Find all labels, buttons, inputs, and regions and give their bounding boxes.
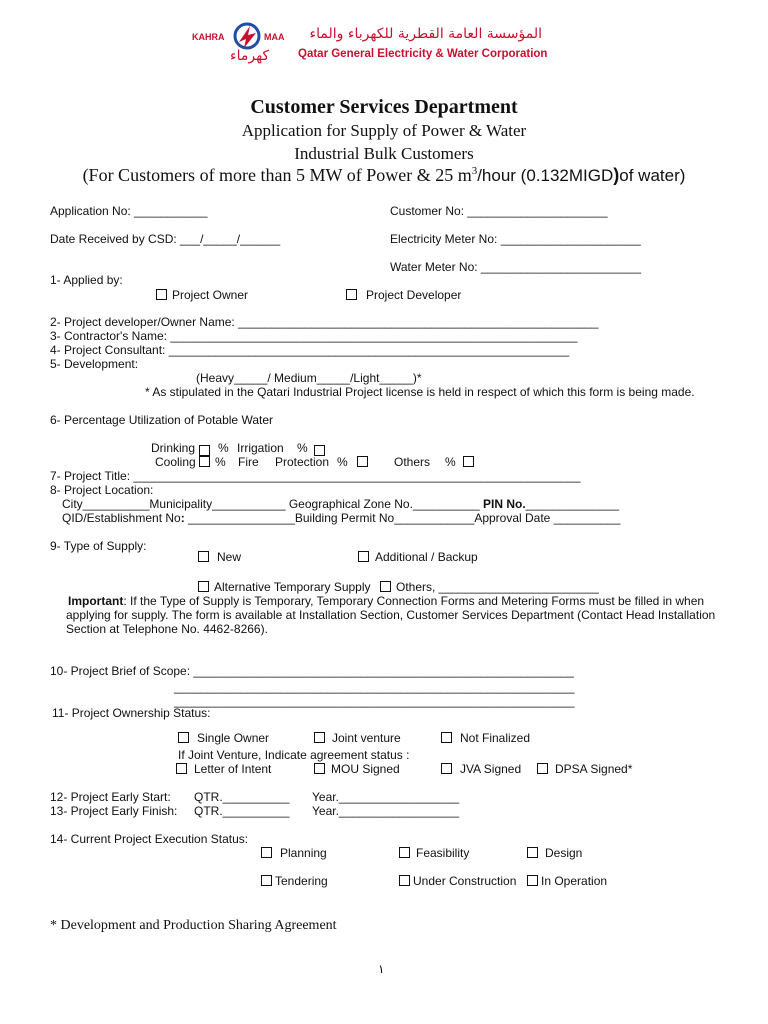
- checkbox[interactable]: [380, 581, 391, 592]
- potable-water-label: 6- Percentage Utilization of Potable Water: [50, 413, 274, 427]
- important-note-line-1: Important: If the Type of Supply is Temporary, Temporary Connection Forms and Metering Forms must be filled in when: [68, 594, 705, 608]
- fire-percent: %: [337, 455, 348, 469]
- checkbox[interactable]: [527, 847, 538, 858]
- checkbox[interactable]: [537, 763, 548, 774]
- checkbox[interactable]: [399, 875, 410, 886]
- kahramaa-logo: [192, 20, 302, 70]
- checkbox[interactable]: [178, 732, 189, 743]
- project-location-label: 8- Project Location:: [50, 483, 154, 497]
- cooling-checkbox[interactable]: [199, 456, 210, 467]
- option-alternative-temporary[interactable]: Alternative Temporary Supply: [198, 580, 371, 594]
- important-note-line-2: applying for supply. The form is available at Installation Section, Customer Services Department (Contact Head Installation: [66, 608, 716, 622]
- option-in-operation[interactable]: In Operation: [527, 874, 607, 888]
- option-mou-signed[interactable]: MOU Signed: [314, 762, 400, 776]
- checkbox[interactable]: [261, 875, 272, 886]
- checkbox[interactable]: [358, 551, 369, 562]
- checkbox[interactable]: [527, 875, 538, 886]
- project-title-field[interactable]: 7- Project Title: ___________________________________________________________________: [50, 469, 581, 483]
- checkbox[interactable]: [261, 847, 272, 858]
- cooling-percent: %: [215, 455, 226, 469]
- others-label: Others: [394, 455, 431, 469]
- project-scope-line-2[interactable]: ____________________________________________________________: [174, 680, 575, 694]
- contractor-name-field[interactable]: 3- Contractor's Name: _____________________________________________________________: [50, 329, 578, 343]
- early-start-label: 12- Project Early Start:: [50, 790, 171, 804]
- department-title: Customer Services Department: [250, 96, 518, 118]
- date-received-field[interactable]: Date Received by CSD: ___/_____/______: [50, 232, 281, 246]
- electricity-meter-field[interactable]: Electricity Meter No: _____________________: [390, 232, 641, 246]
- checkbox[interactable]: [314, 732, 325, 743]
- org-english-name: Qatar General Electricity & Water Corporation: [298, 48, 548, 60]
- checkbox[interactable]: [314, 763, 325, 774]
- option-tendering[interactable]: Tendering: [261, 874, 328, 888]
- fire-label: Fire: [238, 455, 259, 469]
- location-line-2[interactable]: QID/Establishment No: ________________Building Permit No____________Approval Date __________: [62, 511, 621, 525]
- option-new[interactable]: New: [198, 550, 241, 564]
- development-label: 5- Development:: [50, 357, 139, 371]
- checkbox[interactable]: [176, 763, 187, 774]
- development-note: * As stipulated in the Qatari Industrial Project license is held in respect of which this form is being made.: [145, 385, 695, 399]
- logo-arabic-text: كهرماء: [230, 48, 270, 64]
- option-single-owner[interactable]: Single Owner: [178, 731, 269, 745]
- option-feasibility[interactable]: Feasibility: [399, 846, 469, 860]
- development-choices-field[interactable]: (Heavy_____/ Medium_____/Light_____)*: [196, 371, 422, 385]
- drinking-label: Drinking: [151, 441, 196, 455]
- execution-status-label: 14- Current Project Execution Status:: [50, 832, 249, 846]
- option-others[interactable]: Others, ________________________: [380, 580, 599, 594]
- early-finish-quarter-field[interactable]: QTR.__________: [194, 804, 290, 818]
- irrigation-label: Irrigation: [237, 441, 284, 455]
- project-consultant-field[interactable]: 4- Project Consultant: ____________________________________________________________: [50, 343, 570, 357]
- option-project-owner[interactable]: Project Owner: [156, 288, 248, 302]
- water-meter-field[interactable]: Water Meter No: ________________________: [390, 260, 642, 274]
- important-note-line-3: Section at Telephone No. 4462-8266).: [66, 622, 268, 636]
- option-design[interactable]: Design: [527, 846, 582, 860]
- option-planning[interactable]: Planning: [261, 846, 327, 860]
- drinking-percent: %: [218, 441, 229, 455]
- drinking-checkbox[interactable]: [199, 445, 210, 456]
- application-no-field[interactable]: Application No: ___________: [50, 204, 208, 218]
- checkbox[interactable]: [346, 289, 357, 300]
- ownership-status-label: 11- Project Ownership Status:: [52, 706, 211, 720]
- irrigation-percent: %: [297, 441, 308, 455]
- applied-by-label: 1- Applied by:: [50, 273, 123, 287]
- logo-text-kahra: KAHRA: [192, 32, 225, 42]
- developer-owner-name-field[interactable]: 2- Project developer/Owner Name: ______________________________________________________: [50, 315, 599, 329]
- option-additional-backup[interactable]: Additional / Backup: [358, 550, 478, 564]
- joint-venture-note: If Joint Venture, Indicate agreement status :: [178, 748, 410, 762]
- option-not-finalized[interactable]: Not Finalized: [441, 731, 530, 745]
- option-jva-signed[interactable]: JVA Signed: [441, 762, 521, 776]
- option-joint-venture[interactable]: Joint venture: [314, 731, 401, 745]
- others-checkbox[interactable]: [463, 456, 474, 467]
- checkbox[interactable]: [198, 581, 209, 592]
- protection-label: Protection: [275, 455, 330, 469]
- project-scope-field[interactable]: 10- Project Brief of Scope: _________________________________________________________: [50, 664, 574, 678]
- page-number: ١: [378, 962, 385, 976]
- option-dpsa-signed[interactable]: DPSA Signed*: [537, 762, 632, 776]
- early-start-year-field[interactable]: Year.__________________: [312, 790, 460, 804]
- location-line-1[interactable]: City__________Municipality___________ Geographical Zone No.__________ PIN No.______________: [62, 497, 620, 511]
- early-finish-label: 13- Project Early Finish:: [50, 804, 178, 818]
- fire-protection-checkbox[interactable]: [357, 456, 368, 467]
- checkbox[interactable]: [441, 732, 452, 743]
- form-title: Application for Supply of Power & Water: [241, 121, 527, 140]
- form-subtitle: Industrial Bulk Customers: [294, 144, 474, 163]
- org-arabic-name: المؤسسة العامة القطرية للكهرباء والماء: [309, 26, 542, 42]
- dpsa-footnote: * Development and Production Sharing Agreement: [50, 918, 337, 933]
- checkbox[interactable]: [198, 551, 209, 562]
- checkbox[interactable]: [441, 763, 452, 774]
- option-project-developer[interactable]: Project Developer: [346, 288, 461, 302]
- early-finish-year-field[interactable]: Year.__________________: [312, 804, 460, 818]
- checkbox[interactable]: [399, 847, 410, 858]
- type-of-supply-label: 9- Type of Supply:: [50, 539, 147, 553]
- option-letter-of-intent[interactable]: Letter of Intent: [176, 762, 271, 776]
- checkbox[interactable]: [156, 289, 167, 300]
- cooling-label: Cooling: [155, 455, 196, 469]
- others-percent: %: [445, 455, 456, 469]
- customer-no-field[interactable]: Customer No: _____________________: [390, 204, 608, 218]
- customer-criteria: (For Customers of more than 5 MW of Power & 25 $m^3$/hour (0.132MIGD)of water): [82, 165, 686, 185]
- early-start-quarter-field[interactable]: QTR.__________: [194, 790, 290, 804]
- project-scope-line-3[interactable]: ____________________________________________________________: [174, 694, 575, 708]
- logo-text-maa: MAA: [264, 32, 285, 42]
- option-under-construction[interactable]: Under Construction: [399, 874, 516, 888]
